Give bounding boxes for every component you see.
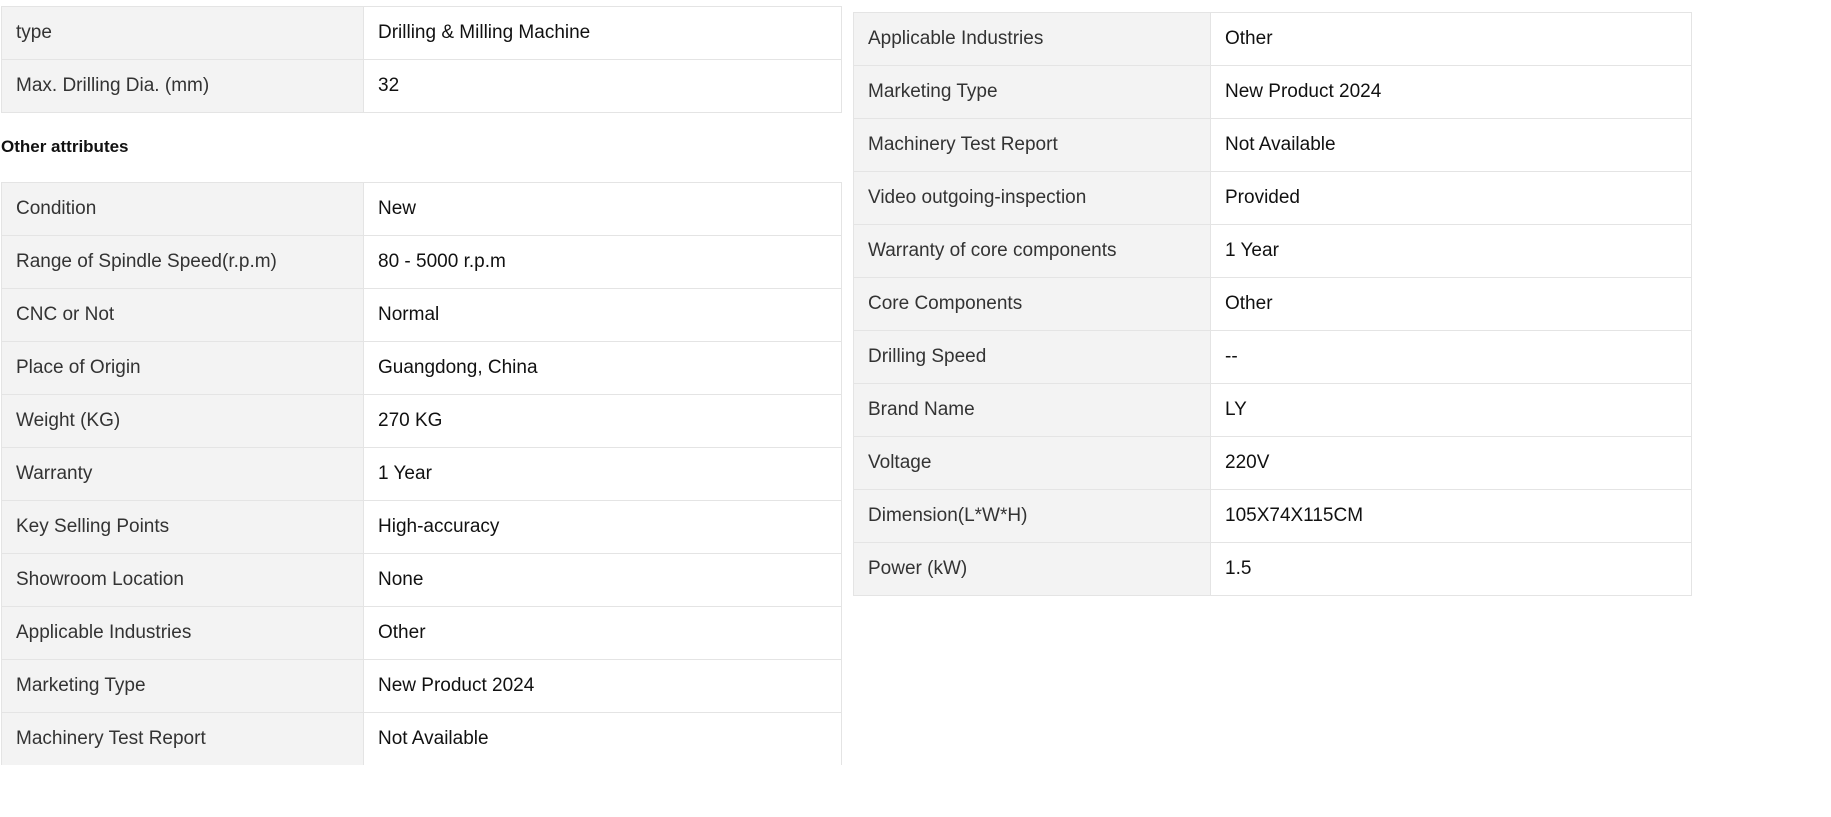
attribute-value: Normal: [364, 289, 842, 342]
attribute-value: 220V: [1211, 437, 1692, 490]
attribute-value: Not Available: [1211, 119, 1692, 172]
attribute-value: High-accuracy: [364, 501, 842, 554]
table-row: [2, 289, 842, 342]
table-row: [2, 7, 842, 60]
table-row: [2, 554, 842, 607]
attribute-name: Weight (KG): [2, 395, 364, 448]
attribute-name: type: [2, 7, 364, 60]
table-row: [854, 543, 1692, 596]
attribute-name: Core Components: [854, 278, 1211, 331]
table-row: [854, 384, 1692, 437]
attribute-name: Brand Name: [854, 384, 1211, 437]
attribute-value: New Product 2024: [364, 660, 842, 713]
table-row: [2, 342, 842, 395]
attribute-value: Drilling & Milling Machine: [364, 7, 842, 60]
attribute-name: Machinery Test Report: [2, 713, 364, 766]
attribute-value: Provided: [1211, 172, 1692, 225]
table-row: [2, 395, 842, 448]
table-row: [2, 183, 842, 236]
table-row: [854, 172, 1692, 225]
attribute-name: Applicable Industries: [2, 607, 364, 660]
attribute-name: Warranty: [2, 448, 364, 501]
attribute-value: Guangdong, China: [364, 342, 842, 395]
attribute-value: 105X74X115CM: [1211, 490, 1692, 543]
table-row: [2, 607, 842, 660]
table-row: [2, 660, 842, 713]
attribute-name: Key Selling Points: [2, 501, 364, 554]
key-attributes-table: [1, 6, 842, 113]
table-row: [854, 490, 1692, 543]
attribute-name: Power (kW): [854, 543, 1211, 596]
table-row: [854, 331, 1692, 384]
attribute-value: Other: [1211, 13, 1692, 66]
other-attributes-table-left: [1, 182, 842, 766]
attribute-name: Voltage: [854, 437, 1211, 490]
table-row: [2, 713, 842, 766]
table-row: [854, 225, 1692, 278]
attribute-name: Machinery Test Report: [854, 119, 1211, 172]
attribute-name: Marketing Type: [2, 660, 364, 713]
table-row: [854, 13, 1692, 66]
section-heading-other-attributes: Other attributes: [1, 137, 129, 156]
attribute-name: Video outgoing-inspection: [854, 172, 1211, 225]
attribute-value: New: [364, 183, 842, 236]
attribute-value: 1 Year: [364, 448, 842, 501]
table-row: [854, 278, 1692, 331]
attribute-value: Not Available: [364, 713, 842, 766]
attribute-value: None: [364, 554, 842, 607]
attribute-name: Max. Drilling Dia. (mm): [2, 60, 364, 113]
table-row: [2, 448, 842, 501]
attribute-name: CNC or Not: [2, 289, 364, 342]
attribute-name: Place of Origin: [2, 342, 364, 395]
attribute-name: Dimension(L*W*H): [854, 490, 1211, 543]
attribute-value: New Product 2024: [1211, 66, 1692, 119]
table-row: [2, 60, 842, 113]
attribute-value: Other: [364, 607, 842, 660]
table-row: [2, 501, 842, 554]
attribute-value: 32: [364, 60, 842, 113]
attribute-value: 1 Year: [1211, 225, 1692, 278]
attribute-value: 1.5: [1211, 543, 1692, 596]
table-row: [854, 119, 1692, 172]
page-bottom-area: [0, 765, 1831, 817]
attribute-name: Marketing Type: [854, 66, 1211, 119]
table-row: [2, 236, 842, 289]
attribute-name: Drilling Speed: [854, 331, 1211, 384]
other-attributes-table-right: [853, 12, 1692, 596]
attribute-name: Applicable Industries: [854, 13, 1211, 66]
attribute-value: 80 - 5000 r.p.m: [364, 236, 842, 289]
attribute-name: Range of Spindle Speed(r.p.m): [2, 236, 364, 289]
attribute-value: Other: [1211, 278, 1692, 331]
attribute-name: Warranty of core components: [854, 225, 1211, 278]
attribute-value: LY: [1211, 384, 1692, 437]
table-row: [854, 66, 1692, 119]
attribute-name: Showroom Location: [2, 554, 364, 607]
attribute-name: Condition: [2, 183, 364, 236]
attribute-value: 270 KG: [364, 395, 842, 448]
attribute-value: --: [1211, 331, 1692, 384]
table-row: [854, 437, 1692, 490]
